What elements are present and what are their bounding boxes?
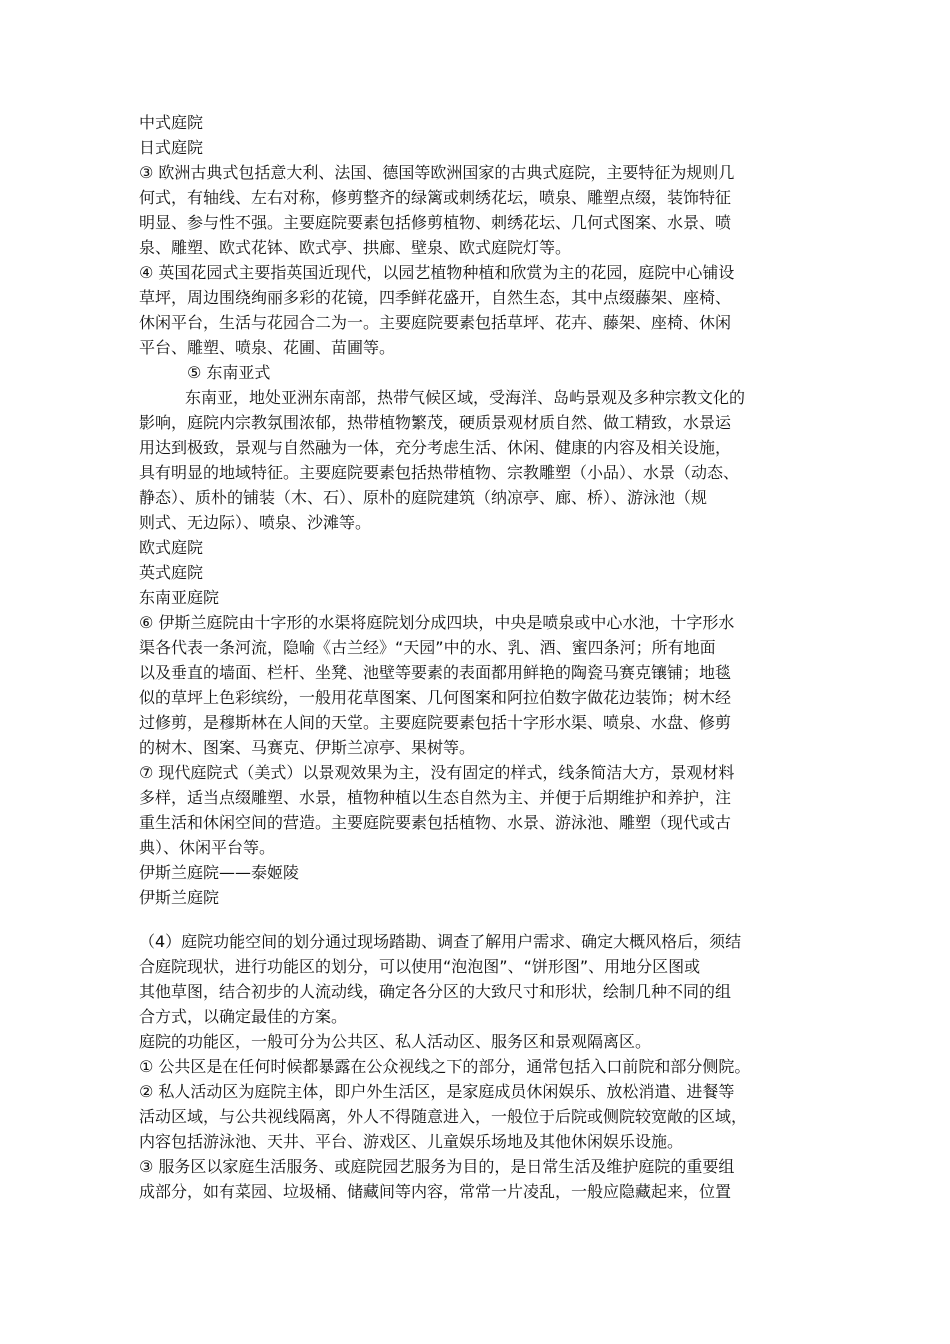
paragraph-line: 则式、无边际）、喷泉、沙滩等。 — [139, 513, 372, 532]
paragraph-line: 成部分，如有菜园、垃圾桶、储藏间等内容，常常一片凌乱，一般应隐藏起来，位置 — [139, 1182, 732, 1201]
caption-line: 日式庭院 — [139, 138, 204, 157]
paragraph-line: 以及垂直的墙面、栏杆、坐凳、池壁等要素的表面都用鲜艳的陶瓷马赛克镶铺；地毯 — [139, 663, 732, 682]
paragraph-line: 平台、雕塑、喷泉、花圃、苗圃等。 — [139, 338, 396, 357]
paragraph-line: 渠各代表一条河流，隐喻《古兰经》“天园”中的水、乳、酒、蜜四条河；所有地面 — [139, 638, 716, 657]
paragraph-line: 活动区域，与公共视线隔离，外人不得随意进入，一般位于后院或侧院较宽敞的区域， — [139, 1107, 748, 1126]
paragraph-line: ⑦ 现代庭院式（美式）以景观效果为主，没有固定的样式，线条简洁大方，景观材料 — [139, 763, 735, 782]
paragraph-line: 重生活和休闲空间的营造。主要庭院要素包括植物、水景、游泳池、雕塑（现代或古 — [139, 813, 732, 832]
paragraph-line: 用达到极致，景观与自然融为一体，充分考虑生活、休闲、健康的内容及相关设施， — [139, 438, 732, 457]
paragraph-line: 草坪，周边围绕绚丽多彩的花镜，四季鲜花盛开，自然生态，其中点缀藤架、座椅、 — [139, 288, 732, 307]
paragraph-line: 影响，庭院内宗教氛围浓郁，热带植物繁茂，硬质景观材质自然、做工精致，水景运 — [139, 413, 732, 432]
paragraph-line: 休闲平台，生活与花园合二为一。主要庭院要素包括草坪、花卉、藤架、座椅、休闲 — [139, 313, 732, 332]
paragraph-line: ③ 欧洲古典式包括意大利、法国、德国等欧洲国家的古典式庭院，主要特征为规则几 — [139, 163, 735, 182]
paragraph-line: 东南亚，地处亚洲东南部，热带气候区域，受海洋、岛屿景观及多种宗教文化的 — [185, 388, 746, 407]
caption-line: 欧式庭院 — [139, 538, 204, 557]
caption-line: 东南亚庭院 — [139, 588, 220, 607]
paragraph-line: （4）庭院功能空间的划分通过现场踏勘、调查了解用户需求、确定大概风格后，须结 — [139, 932, 742, 951]
blank-gap — [139, 910, 839, 929]
paragraph-line: 合方式，以确定最佳的方案。 — [139, 1007, 348, 1026]
paragraph-line: 多样，适当点缀雕塑、水景，植物种植以生态自然为主、并便于后期维护和养护，注 — [139, 788, 732, 807]
paragraph-line: ① 公共区是在任何时候都暴露在公众视线之下的部分，通常包括入口前院和部分侧院。 — [139, 1057, 751, 1076]
paragraph-line: ③ 服务区以家庭生活服务、或庭院园艺服务为目的，是日常生活及维护庭院的重要组 — [139, 1157, 735, 1176]
paragraph-line: 泉、雕塑、欧式花钵、欧式亭、拱廊、壁泉、欧式庭院灯等。 — [139, 238, 572, 257]
caption-line: 伊斯兰庭院 — [139, 888, 220, 907]
paragraph-line: ⑥ 伊斯兰庭院由十字形的水渠将庭院划分成四块，中央是喷泉或中心水池，十字形水 — [139, 613, 735, 632]
paragraph-line: ② 私人活动区为庭院主体，即户外生活区，是家庭成员休闲娱乐、放松消遣、进餐等 — [139, 1082, 735, 1101]
paragraph-line: 典）、休闲平台等。 — [139, 838, 276, 857]
paragraph-line: 具有明显的地域特征。主要庭院要素包括热带植物、宗教雕塑（小品）、水景（动态、 — [139, 463, 740, 482]
caption-line: 英式庭院 — [139, 563, 204, 582]
paragraph-line: 过修剪，是穆斯林在人间的天堂。主要庭院要素包括十字形水渠、喷泉、水盘、修剪 — [139, 713, 732, 732]
paragraph-line: 似的草坪上色彩缤纷，一般用花草图案、几何图案和阿拉伯数字做花边装饰；树木经 — [139, 688, 732, 707]
paragraph-line: 其他草图，结合初步的人流动线，确定各分区的大致尺寸和形状，绘制几种不同的组 — [139, 982, 732, 1001]
paragraph-line: 的树木、图案、马赛克、伊斯兰凉亭、果树等。 — [139, 738, 476, 757]
document-body — [139, 110, 839, 1204]
paragraph-line: 明显、参与性不强。主要庭院要素包括修剪植物、刺绣花坛、几何式图案、水景、喷 — [139, 213, 732, 232]
paragraph-line: 庭院的功能区，一般可分为公共区、私人活动区、服务区和景观隔离区。 — [139, 1032, 652, 1051]
caption-line: 伊斯兰庭院——泰姬陵 — [139, 863, 300, 882]
section-heading: ⑤ 东南亚式 — [187, 363, 271, 382]
caption-line: 中式庭院 — [139, 113, 204, 132]
paragraph-line: 何式，有轴线、左右对称，修剪整齐的绿篱或刺绣花坛，喷泉、雕塑点缀，装饰特征 — [139, 188, 732, 207]
paragraph-line: 静态）、质朴的铺装（木、石）、原朴的庭院建筑（纳凉亭、廊、桥）、游泳池（规 — [139, 488, 708, 507]
paragraph-line: ④ 英国花园式主要指英国近现代，以园艺植物种植和欣赏为主的花园，庭院中心铺设 — [139, 263, 735, 282]
paragraph-line: 合庭院现状，进行功能区的划分，可以使用“泡泡图”、“饼形图”、用地分区图或 — [139, 957, 701, 976]
paragraph-line: 内容包括游泳池、天井、平台、游戏区、儿童娱乐场地及其他休闲娱乐设施。 — [139, 1132, 684, 1151]
